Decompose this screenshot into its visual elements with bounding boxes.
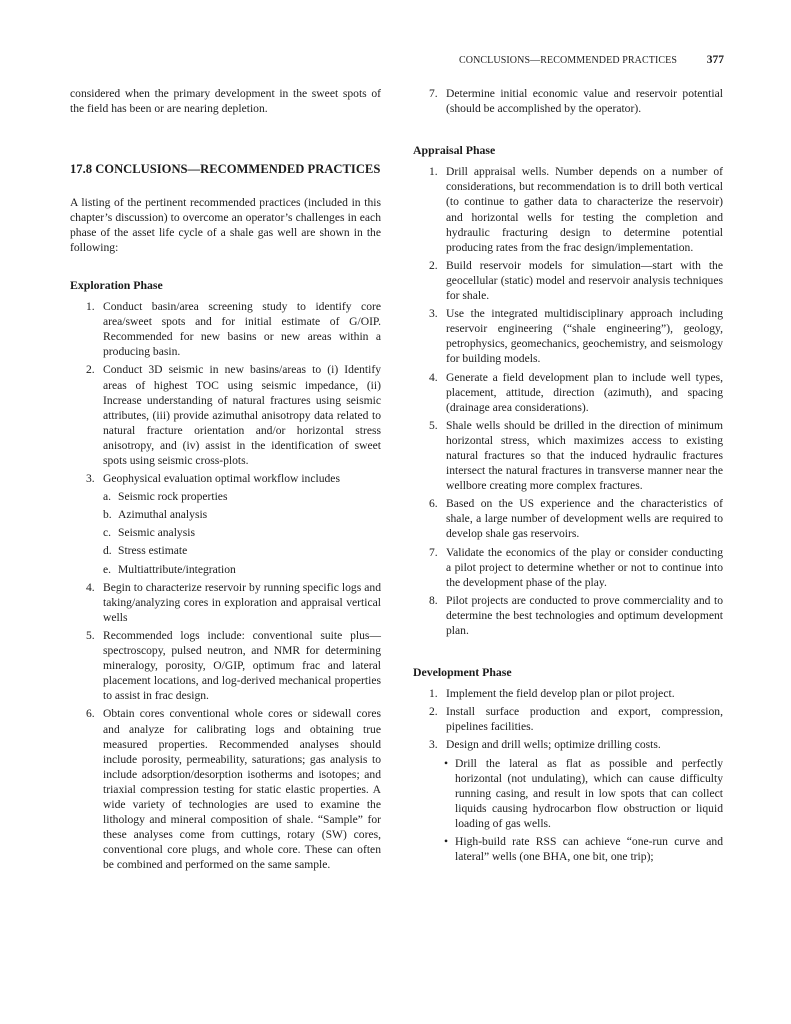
- sub-item-text: Seismic analysis: [118, 526, 195, 540]
- item-number: 3.: [86, 472, 95, 486]
- development-heading: Development Phase: [413, 665, 512, 680]
- list-item: [413, 258, 723, 303]
- list-item: [413, 370, 723, 415]
- list-item: [413, 86, 723, 116]
- item-number: 5.: [429, 418, 438, 432]
- bullet-icon: •: [444, 756, 449, 770]
- sub-item: [70, 562, 381, 577]
- item-number: 1.: [429, 687, 438, 701]
- item-number: 6.: [86, 707, 95, 721]
- list-item: [70, 299, 381, 359]
- sub-item: [70, 507, 381, 522]
- item-number: 1.: [86, 300, 95, 314]
- item-text: Based on the US experience and the characteristics of shale, a large number of development wells are required to develop shale gas reservoirs.: [446, 497, 723, 541]
- exploration-heading: Exploration Phase: [70, 277, 163, 292]
- list-item: [413, 593, 723, 638]
- item-text: Install surface production and export, compression, pipelines facilities.: [446, 705, 723, 734]
- sub-item-text: Stress estimate: [118, 544, 188, 558]
- item-number: 2.: [86, 363, 95, 377]
- list-item: [70, 628, 381, 703]
- bullet-item: [413, 834, 723, 864]
- sub-item-letter: c.: [103, 526, 112, 540]
- exploration-list: [70, 299, 381, 872]
- sub-item-text: Azimuthal analysis: [118, 508, 208, 522]
- item-number: 7.: [429, 87, 438, 100]
- item-text: Implement the field develop plan or pilot project.: [446, 687, 675, 701]
- item-text: Use the integrated multidisciplinary approach including reservoir engineering (“shale engineering”), geology, petrophysics, geomechanics, geochemistry, and seismology for building models.: [446, 307, 723, 366]
- item-text: Validate the economics of the play or consider conducting a pilot project to determine whether or not to continue into the development phase of the play.: [446, 545, 723, 589]
- item-text: Shale wells should be drilled in the direction of minimum horizontal stress, which maximizes access to existing natural fractures so that the induced hydraulic fractures intersect the natural fractures in transverse manner near the wellbore creating more complex fractures.: [446, 418, 723, 493]
- bullet-item: [413, 756, 723, 831]
- sub-item-text: Seismic rock properties: [118, 490, 228, 504]
- sub-item: [70, 525, 381, 540]
- item-text: Build reservoir models for simulation—start with the geocellular (static) model and reservoir analysis techniques for shale.: [446, 258, 723, 303]
- list-item: [70, 471, 381, 486]
- sub-item: [70, 489, 381, 504]
- running-title: CONCLUSIONS—RECOMMENDED PRACTICES: [459, 55, 678, 66]
- item-number: 2.: [429, 258, 438, 272]
- item-number: 3.: [429, 307, 438, 321]
- item-number: 5.: [86, 628, 95, 642]
- bullet-text: Drill the lateral as flat as possible and perfectly horizontal (not undulating), which can cause difficulty running casing, and result in low spots that can collect liquids causing hydrocarbon flow obstruction or liquid loading of gas wells.: [455, 756, 723, 830]
- sub-item: [70, 543, 381, 558]
- list-item: [413, 306, 723, 366]
- list-item: [413, 704, 723, 734]
- list-item: [413, 545, 723, 590]
- item-text: Conduct 3D seismic in new basins/areas to (i) Identify areas of highest TOC using seismic impedance, (ii) Increase understanding of natural fractures using seismic attributes, (iii) provide azimuthal anisotropy data related to natural fracture orientation and/or horizontal stress anisotropy, and (iv) assist in the identification of sweet spots using seismic cross-plots.: [103, 363, 381, 467]
- page-header: [454, 55, 724, 71]
- item-text: Begin to characterize reservoir by running specific logs and taking/analyzing cores in exploration and appraisal vertical wells: [103, 580, 381, 624]
- item-text: Determine initial economic value and reservoir potential (should be accomplished by the operator).: [446, 87, 723, 116]
- item-text: Drill appraisal wells. Number depends on a number of considerations, but recommendation is to drill both vertical (to continue to gather data to characterize the reservoir) and horizontal wells for testing the completion and hydraulic fracturing design to determine potential producing rates from the frac design/implementation.: [446, 165, 723, 254]
- sub-item-letter: a.: [103, 490, 112, 504]
- item-text: Design and drill wells; optimize drilling costs.: [446, 738, 661, 752]
- list-item: [413, 686, 723, 701]
- item-number: 6.: [429, 497, 438, 511]
- item-number: 4.: [429, 370, 438, 384]
- item-text: Pilot projects are conducted to prove commerciality and to determine the best technologies and optimum development plan.: [446, 593, 723, 637]
- appraisal-heading: Appraisal Phase: [413, 143, 496, 158]
- intro-continuation: considered when the primary development in the sweet spots of the field has been or are nearing depletion.: [70, 87, 381, 116]
- item-text: Obtain cores conventional whole cores or sidewall cores and analyze for calibrating logs and obtaining true measured properties. Recommended analyses should include porosity, permeability, saturations; gas analysis to include adsorption/desorption isotherms and isotopes; and triaxial compression testing for static elastic properties. A wide variety of technologies are used to examine the lithology and mineral composition of shale. “Sample” for these analyses come from cuttings, rotary (SW) cores, conventional core plugs, and whole core. These can often be combined and performed on the same sample.: [103, 707, 381, 872]
- list-item: [70, 706, 381, 872]
- item-text: Recommended logs include: conventional suite plus—spectroscopy, pulsed neutron, and NMR for determining mineralogy, porosity, O/GIP, optimum frac and lateral placement locations, and log-derived mechanical properties to assist in frac design.: [103, 628, 381, 703]
- section-intro: A listing of the pertinent recommended practices (included in this chapter’s discussion) to overcome an operator’s challenges in each phase of the asset life cycle of a shale gas well are shown in the following:: [70, 195, 381, 254]
- appraisal-list: [413, 164, 723, 638]
- item-number: 1.: [429, 165, 438, 179]
- item-number: 8.: [429, 593, 438, 607]
- item-text: Geophysical evaluation optimal workflow includes: [103, 472, 340, 486]
- development-list: [413, 686, 723, 864]
- list-item: [413, 164, 723, 255]
- item-number: 3.: [429, 738, 438, 752]
- bullet-icon: •: [444, 835, 449, 849]
- sub-item-letter: e.: [103, 562, 112, 576]
- left-column: [70, 86, 381, 875]
- list-item: [70, 362, 381, 468]
- item-text: Conduct basin/area screening study to identify core area/sweet spots and for initial estimate of G/OIP. Recommended for new basins or new areas within a producing basin.: [103, 300, 381, 359]
- item-text: Generate a field development plan to include well types, placement, attitude, direction (azimuth), and spacing (drainage area considerations).: [446, 370, 723, 414]
- list-item: [413, 496, 723, 541]
- sub-item-letter: d.: [103, 544, 112, 558]
- right-column: [413, 86, 723, 867]
- list-item: [70, 580, 381, 625]
- item-number: 2.: [429, 705, 438, 719]
- page-number: 377: [706, 54, 724, 66]
- list-item: [413, 737, 723, 752]
- item-number: 7.: [429, 545, 438, 559]
- sub-item-letter: b.: [103, 508, 112, 522]
- item-number: 4.: [86, 580, 95, 594]
- bullet-text: High-build rate RSS can achieve “one-run curve and lateral” wells (one BHA, one bit, one trip);: [455, 835, 723, 864]
- sub-item-text: Multiattribute/integration: [118, 562, 236, 576]
- section-heading: 17.8 CONCLUSIONS—RECOMMENDED PRACTICES: [70, 162, 381, 177]
- list-item: [413, 418, 723, 493]
